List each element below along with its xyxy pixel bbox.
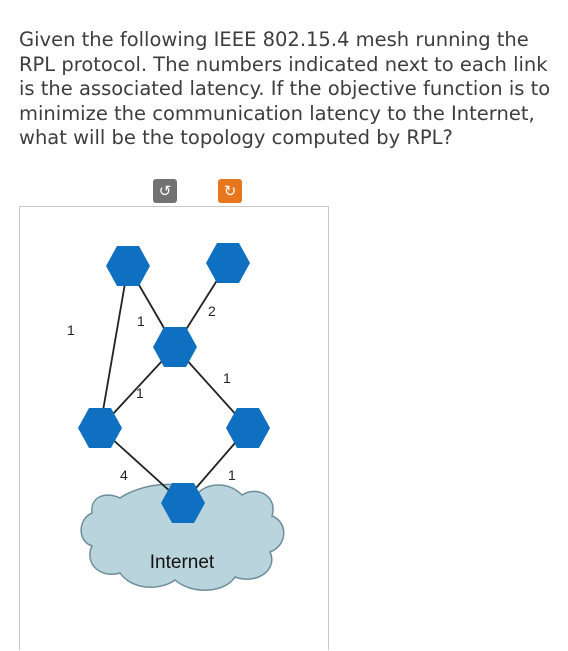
rotate-left-icon: ↺ <box>158 182 172 200</box>
nodes <box>78 243 270 523</box>
diagram-canvas <box>20 207 330 651</box>
latency-label: 1 <box>136 385 144 401</box>
rotate-right-button[interactable] <box>218 179 242 203</box>
link-topleft-left <box>100 266 128 428</box>
rotate-left-button[interactable] <box>153 179 177 203</box>
latency-label: 1 <box>223 370 231 386</box>
latency-label: 1 <box>228 467 236 483</box>
question-text: Given the following IEEE 802.15.4 mesh running the RPL protocol. The numbers indicated next to each link is the associated latency. If the objective function is to minimize the communication latency to the Internet, what will be the topology computed by RPL? <box>19 28 551 149</box>
node-right <box>226 408 270 448</box>
node-top-left <box>106 246 150 286</box>
internet-label: Internet <box>149 552 215 573</box>
network-diagram <box>19 206 329 650</box>
latency-label: 1 <box>67 322 75 338</box>
node-center <box>153 327 197 367</box>
latency-label: 4 <box>120 467 128 483</box>
latency-label: 2 <box>208 303 216 319</box>
latency-label: 1 <box>137 313 145 329</box>
rotate-right-icon: ↻ <box>223 182 237 200</box>
node-top-right <box>206 243 250 283</box>
